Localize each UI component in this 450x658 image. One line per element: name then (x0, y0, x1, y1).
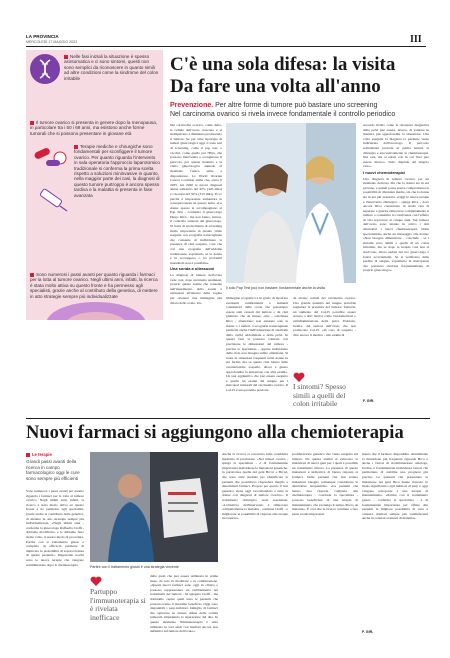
section-divider (26, 418, 430, 419)
bullet-icon (30, 273, 34, 277)
infographic-panel (26, 50, 163, 320)
article2-col3: Anche la ricerca si concentra sulla cosiddetta medicina di precisione. «Nei tumori ovarici - spiega la specialista - è di fondamentale importanza individuare le mutazioni genetiche, in particolare quelle dei geni Brca1 e Brca2, che sono state studiate per identificare le pazienti che potrebbero rispondere meglio a determinati farmaci. Proprio per questo il test genetico viene oggi raccomandato a tutte le donne con diagnosi di tumore ovarico». Il trattamento chirurgico resta essenziale. «L'obiettivo dell'intervento è rimuovere completamente la malattia - continua Cioffi - e migliorare le possibilità di risposta alle terapie successive». (222, 452, 288, 521)
pills-icon (32, 142, 72, 170)
info-item-3: Terapie mediche e chirurgiche sono fondamentali per sconfiggere il tumore ovarico. Per quanto riguarda l'intervento in sala operatoria l'approccio laparotomico tradizionale si conferma la prima scelta rispetto a soluzioni mininvasive in quanto, nella maggior parte dei casi, la diagnosi di questo tumore purtroppo è ancora spesso tardiva e la malattia si presenta in fase avanzata (74, 144, 160, 198)
heart-icon (293, 370, 305, 381)
article2-photo-caption: Partire con il trattamento giusto è una strategia vincente (90, 565, 179, 569)
bullet-icon (30, 121, 34, 125)
syringe-icon (32, 180, 72, 220)
article1-kicker: Prevenzione. (170, 102, 214, 109)
article2-sidebar-deck: Grandi passi avanti della ricerca in campo farmacologico oggi le cure sono sempre più efficienti (26, 459, 80, 481)
article1-headline-line1: C'è una sola difesa: la visita (170, 54, 396, 75)
article2-pull-quote: Partuppo l'immunoterapia si è rivelata inefficace (90, 587, 146, 622)
article1-col1: Nel carcinoma ovarico, come detto, le cellule dell'ovaio crescono e si moltiplicano a dismisura producendo il tumore. Se per altre tipologie di tumori ginecologici oggi ci sono test di screening, come il pap test, o vaccini, come quello per l'Hpv, che possono intervenire e scongiurare il pericolo, per questa malattia e la visita ginecologica annuale al momento l'unica arma a disposizione. La World Ovarian Cancer Coalition stima che, entro il 2035, sul 2040 le nuove diagnosi annue saliranno del 42% (445 mila) e i decessi del 50% (313 mila). Ecco perché è importante aumentare la consapevolezza su questo tema. «Le donne spesso si accompagnano al Pap Test - conferma il ginecologo Diego Riva - ma non fanno, invece, il controllo annuale dal ginecologo. Si tratta di un momento di screening molto importante in quanto visite eseguite con ecografia transvaginale che consente di individuare la presenza di cisti sospette, cose che con una ecografia dell'addome tradizionale, soprattutto se la donna è in sovrappeso o ha problemi intestinali, non è possibile». Una sonda a ultrasuoni La diagnosi di tumore dell'ovaio vede così, dopo un'attenta anamnesi, proprio questo esame che consente nell'inserimento della sonda a ultrasuoni all'interno della vagina per ottenere una immagine più chiara dello ovaie. Un- (170, 123, 222, 305)
article2-sidebar-title: Le terapie (26, 452, 84, 457)
dna-icon (30, 54, 60, 84)
bullet-icon (64, 55, 68, 59)
article1-subhead-chemio: I nuovi chemioterapici (363, 169, 406, 175)
masthead-date: MERCOLEDÌ 17 MAGGIO 2023 (26, 40, 78, 44)
article2-col2: delle quali che può essere utilizzata in prima linea, da sola in modulare o in combinazione. «Questi nuovi farmaci sono oggi in clinica e possono rappresentare un cambiamento nei trattamenti del tumore - ha spiegato Cioffi - ma dobbiamo capire quali sono le pazienti che possono trarne il massimo beneficio. Oggi sono disponibili i parp-inibitori, famiglia di farmaci che agiscono su alcune difese delle cellule tumorali, impedendo la riparazione del dna. In questo momento l'immunoterapia è stata utilizzata in vari studi con risultati ancora non definitivi sul tumore dell'ovaio». (150, 574, 218, 634)
article2-col4: proliferazione genetica che viene eseguita sul tumore. Da questa analisi si evincono le mutazioni di nuovi geni per i quali è possibile un trattamento mirato. La presenza di queste mutazioni è indicativa di buona risposta ai farmaci. Nelle pazienti che non hanno mutazioni bisogna comunque considerare le alternative terapeutiche. «Le pazienti che hanno una risposta completa alla chemioterapia - conclude la specialista - possono beneficiare di una terapia di mantenimento che prolunga il tempo libero da malattia». È così che la ricerca continua a fare passi avanti importanti. (292, 452, 358, 516)
article1-deck: Prevenzione. Per altre forme di tumore può bastare uno screening Nel carcinoma ovarico si rivela invece fondamentale il controllo periodico (170, 102, 396, 118)
article2-col5: mento che il farmaco disponibile. Attualmente la mutazione più frequente riguarda Brca e anche i fattori di ricombinazione omologa. Inoltre, è fondamentale individuare fattori che permettano di stabilire una prognosi più precisa. Le pazienti che presentano la mutazione dei geni Brca hanno risposto in modo significativo agli inibitori di parp e oggi vengono sottoposte a una terapia di mantenimento. «Partire con il trattamento giusto - conferma la specialista - è di fondamentale importanza per offrire alle pazienti la migliore possibilità di cura e ottenere risultati sempre più soddisfacenti anche in contesti avanzati di malattia». (362, 452, 428, 521)
bullet-icon (26, 453, 30, 457)
article1-photo (226, 123, 356, 283)
page-number: III (410, 34, 422, 45)
info-item-2: Il tumore ovarico si presenta in genere dopo la menopausa, in particolare tra i 50 i 69 anni, ma esistono anche forme tumorali che si possono presentare in giovane età (30, 120, 158, 136)
masthead-rule (26, 46, 426, 47)
bullet-icon (74, 145, 78, 149)
article1-col3: da alcune cellule del carcinoma ovarico. Una grande quantità nel sangue potrebbe segnalare la presenza del tumore. Tuttavia, un aumento del Ca125 potrebbe essere dovuto a altri motivi come l'endometriosi o un'infiammazione della pelvi. Esistono, inoltre, dei tumori dell'ovaio che non producono Ca125. «In caso di sospetto - dice ancora il medico - uno esame di (293, 296, 356, 337)
info-item-4: Sono numerosi i passi avanti per quanto riguarda i farmaci per la lotta al tumore ovarico. Negli ultimi anni, infatti, la ricerca è stata molto attiva su questo fronte e ha permesso agli specialisti, grazie anche al contributo della genetica, di mettere in atto strategie sempre più individualizzate (30, 272, 158, 299)
heart-icon (90, 574, 102, 585)
article1-headline-line2: Da fare una volta all'anno (170, 76, 381, 97)
article2-byline: F. GIR. (362, 630, 374, 634)
article1-byline: F. GIR. (363, 399, 375, 403)
info-item-1: Nelle fasi iniziali la situazione è spesso asintomatica e ci sono sintomi, questi non sono semplici da riconoscere in quanto simili ad altre condizioni come la sindrome del colon irritabile (64, 54, 159, 81)
article2-headline: Nuovi farmaci si aggiungono alla chemioterapia (26, 423, 404, 443)
ovary-illustration (36, 294, 156, 320)
article1-subhead-sonda: Una sonda a ultrasuoni (170, 266, 215, 272)
article1-col2: immagine ecografica è in grado di mostrare eventuali cambiamenti o aumenti volumetrici delle ovaie che potrebbero essere stati causati dal tumore o da cisti piuttosto che da masse, «ma - sottolinea Riva - attenzione: non esistono solo le masse o i tumori. L'ecografia transvaginale permette anche l'individuazione di anomalie della cavità addominale e della pelvi. In questa fase si possono valutare con precisione le dimensioni del tumore - precisa lo specialista - oppure individuare delle cisti, non bisogna subito allarmarsi. Si tratta di situazioni frequenti nelle donne in età fertile, ma se queste cisti hanno delle caratteristiche sospette, allora è giusto approfondire la situazione con altri esami». Un test aggiuntivo che può essere eseguito è quello un esame del sangue per i marcatori tumorali del carcinoma ovarico. Il Ca125 è una proteina prodotta (226, 296, 288, 392)
masthead-brand: LA PROVINCIA (26, 34, 59, 39)
article1-photo-caption: Il solo Pap Test può non bastare: fondamentale anche la visita (226, 286, 325, 290)
article2-photo (90, 452, 218, 562)
article1-col4: secondo livello come la risonanza magnetica della pelvi può essere, invece, di valutare in maniera più approfondita la situazione. Una volta eseguita la diagnosi la paziente viene indirizzata dall'oncologo. Il percorso solitamente prevede in prima battuta la chirurgia e successivamente la chemioterapia. Nei casi, ma si esiste con in cui l'iter può essere diverso. Tutto dipende dal singolo caso». I nuovi chemioterapici Una diagnosi di tumore ovarico per un momento delicato, ma che la donna sta in età giovane, e quindi possa essere compromessa la possibilità di diventare madre, sia che la donna sia in età più avanzata. «Oggi le nuove terapie e l'intervento chirurgico - spiega Riva - dove ancora Riva consentono in molti casi di superare e guarire rimuovere completamente il tumore o consentire la convivenza con l'effetto di vita sopravere ai cinque anni. Sul tumore dell'ovaio sono intanto in arrivo i dati alternativi i nuovi chemioterapici. Dalle specialistiche anche un messaggio alle donne: «Non bisogna dimenticare - conclude - se i sintomi sono simili a quelli di un colon irritabile, ma se dopo le terapie così non si risolvono, allora andate dal tuo ginecologo e fatevi accertamenti. Se si verificano delle perdite di sangue, soprattutto in menopausa che potranno rivelarsi frequentemente di proprio ginecologo». (363, 123, 429, 273)
article1-pull-quote: I sintomi? Spesso simili a quelli del colon irritabile (293, 382, 346, 408)
article2-col1: Sono numerosi i passi avanti per quanto riguarda i farmaci per la lotta al tumore ovarico. Negli ultimi anni, infatti, la ricerca è stata molto attiva su questo fronte e ha permesso agli specialisti, grazie anche al contributo della genetica, di mettere in atto strategie sempre più individualizzate. «Negli ultimi anni - conferma la ginecologa Raffaella Cioffi - abbiamo modificato, e lo abbiamo fatto molte volte, il nostro modo di procedere. Partire con il trattamento giusto e completo di efficacia permette di duplicare le probabilità di sopravvivenza di queste pazienti». Importante novità sono le nuove terapie che vengono somministrate dopo la chemioterapia (26, 489, 84, 567)
